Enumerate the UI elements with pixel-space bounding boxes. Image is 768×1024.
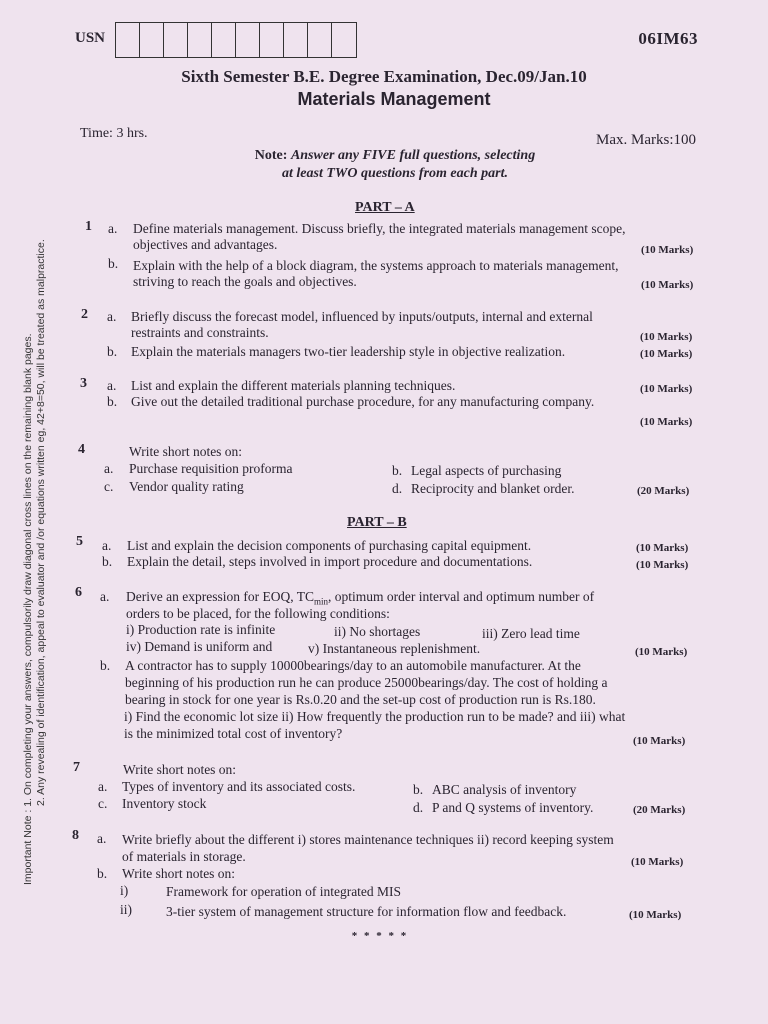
marks-label: (10 Marks) bbox=[640, 348, 693, 360]
usn-digit-box[interactable] bbox=[260, 23, 284, 57]
sub-label: b. bbox=[97, 866, 108, 881]
eoq-text-pre: Derive an expression for EOQ, TC bbox=[126, 589, 314, 604]
marks-label: (10 Marks) bbox=[640, 331, 693, 343]
question-number: 7 bbox=[73, 760, 80, 775]
sub-label: a. bbox=[100, 589, 110, 604]
question-text: of materials in storage. bbox=[122, 849, 246, 864]
question-text: is the minimized total cost of inventory? bbox=[124, 726, 343, 741]
sub-label: d. bbox=[392, 481, 403, 496]
sub-label: ii) bbox=[120, 902, 132, 917]
question-text: A contractor has to supply 10000bearings/day to an automobile manufacturer. At the bbox=[125, 658, 581, 673]
question-text: Give out the detailed traditional purchase procedure, for any manufacturing company. bbox=[131, 394, 595, 409]
note-label: Note: bbox=[254, 148, 288, 163]
question-number: 5 bbox=[76, 534, 83, 549]
question-number: 4 bbox=[78, 442, 85, 457]
usn-label: USN bbox=[75, 30, 106, 46]
question-text: bearing in stock for one year is Rs.0.20 and the set-up cost of production run is Rs.180. bbox=[125, 692, 596, 707]
usn-digit-box[interactable] bbox=[212, 23, 236, 57]
question-text: i) Find the economic lot size ii) How frequently the production run to be made? and iii) what bbox=[124, 709, 626, 724]
max-marks: Max. Marks:100 bbox=[596, 132, 696, 148]
sub-label: c. bbox=[104, 479, 114, 494]
usn-digit-box[interactable] bbox=[332, 23, 356, 57]
question-text: Write short notes on: bbox=[123, 762, 237, 777]
sub-label: c. bbox=[98, 796, 108, 811]
paper-code: 06IM63 bbox=[638, 29, 698, 48]
sub-label: a. bbox=[102, 538, 112, 553]
question-text bbox=[126, 589, 594, 607]
marks-label: (10 Marks) bbox=[633, 735, 686, 747]
sub-label: a. bbox=[108, 221, 118, 236]
question-text: List and explain the different materials planning techniques. bbox=[131, 378, 456, 393]
tc-subscript: min bbox=[313, 596, 328, 607]
sub-label: b. bbox=[392, 463, 403, 478]
question-text: P and Q systems of inventory. bbox=[432, 800, 594, 815]
usn-digit-box[interactable] bbox=[164, 23, 188, 57]
part-a-heading: PART – A bbox=[355, 200, 415, 215]
sub-label: b. bbox=[100, 658, 111, 673]
question-number: 8 bbox=[72, 828, 79, 843]
sub-label: i) bbox=[120, 883, 129, 898]
sub-label: b. bbox=[107, 394, 118, 409]
usn-digit-box[interactable] bbox=[284, 23, 308, 57]
question-text: beginning of his production run he can produce 25000bearings/day. The cost of holding a bbox=[125, 675, 608, 690]
part-b-heading: PART – B bbox=[347, 515, 407, 530]
question-text: Write short notes on: bbox=[129, 444, 243, 459]
note-line-1: Answer any FIVE full questions, selecting bbox=[290, 148, 536, 163]
sub-label: a. bbox=[98, 779, 108, 794]
question-text: Write short notes on: bbox=[122, 866, 236, 881]
sub-label: d. bbox=[413, 800, 424, 815]
condition: ii) No shortages bbox=[334, 624, 421, 639]
time-allowed: Time: 3 hrs. bbox=[80, 126, 148, 141]
eoq-text-post: , optimum order interval and optimum number of bbox=[327, 589, 595, 604]
sub-label: a. bbox=[107, 378, 117, 393]
question-text: restraints and constraints. bbox=[131, 325, 269, 340]
question-number: 6 bbox=[75, 585, 82, 600]
usn-boxes[interactable] bbox=[115, 22, 357, 58]
question-text: List and explain the decision components of purchasing capital equipment. bbox=[127, 538, 532, 553]
marks-label: (10 Marks) bbox=[629, 909, 682, 921]
marks-label: (20 Marks) bbox=[633, 804, 686, 816]
exam-title: Sixth Semester B.E. Degree Examination, Dec.09/Jan.10 bbox=[181, 67, 587, 86]
question-text: ABC analysis of inventory bbox=[432, 782, 577, 797]
question-text: Explain the materials managers two-tier leadership style in objective realization. bbox=[131, 344, 566, 359]
usn-digit-box[interactable] bbox=[236, 23, 260, 57]
question-text: orders to be placed, for the following conditions: bbox=[126, 606, 390, 621]
condition: iv) Demand is uniform and bbox=[126, 639, 273, 654]
question-number: 2 bbox=[81, 307, 88, 322]
question-text: Write briefly about the different i) stores maintenance techniques ii) record keeping system bbox=[122, 832, 614, 847]
condition: v) Instantaneous replenishment. bbox=[308, 641, 481, 656]
marks-label: (10 Marks) bbox=[635, 646, 688, 658]
question-text: Legal aspects of purchasing bbox=[411, 463, 562, 478]
sub-label: b. bbox=[107, 344, 118, 359]
question-text: striving to reach the goals and objectives. bbox=[133, 274, 357, 289]
sub-label: b. bbox=[102, 554, 113, 569]
marks-label: (10 Marks) bbox=[631, 856, 684, 868]
marks-label: (10 Marks) bbox=[640, 416, 693, 428]
marks-label: (10 Marks) bbox=[636, 559, 689, 571]
question-text: 3-tier system of management structure for information flow and feedback. bbox=[166, 904, 567, 919]
question-text: Briefly discuss the forecast model, influenced by inputs/outputs, internal and external bbox=[131, 309, 593, 324]
question-text: Framework for operation of integrated MIS bbox=[166, 884, 402, 899]
note-line-2: at least TWO questions from each part. bbox=[282, 166, 508, 181]
question-text: Explain the detail, steps involved in import procedure and documentations. bbox=[127, 554, 533, 569]
usn-digit-box[interactable] bbox=[188, 23, 212, 57]
marks-label: (10 Marks) bbox=[640, 383, 693, 395]
marks-label: (10 Marks) bbox=[636, 542, 689, 554]
sub-label: a. bbox=[107, 309, 117, 324]
question-number: 1 bbox=[85, 219, 92, 234]
sub-label: a. bbox=[104, 461, 114, 476]
usn-digit-box[interactable] bbox=[116, 23, 140, 57]
usn-digit-box[interactable] bbox=[308, 23, 332, 57]
question-text: Purchase requisition proforma bbox=[129, 461, 293, 476]
instructions-note bbox=[0, 147, 768, 183]
marks-label: (10 Marks) bbox=[641, 279, 694, 291]
end-of-paper-marker: * * * * * bbox=[351, 930, 409, 942]
question-text: Vendor quality rating bbox=[129, 479, 244, 494]
marks-label: (10 Marks) bbox=[641, 244, 694, 256]
question-text: Reciprocity and blanket order. bbox=[411, 481, 575, 496]
marks-label: (20 Marks) bbox=[637, 485, 690, 497]
sub-label: b. bbox=[413, 782, 424, 797]
important-note-line-2: 2. Any revealing of identification, appeal to evaluator and /or equations written eg, 42+8=50, will be treated as malpractice. bbox=[35, 239, 47, 806]
question-text: Types of inventory and its associated costs. bbox=[122, 779, 356, 794]
question-text: Define materials management. Discuss briefly, the integrated materials management scope, bbox=[133, 221, 626, 236]
question-text: Explain with the help of a block diagram, the systems approach to materials management, bbox=[133, 258, 619, 273]
question-number: 3 bbox=[80, 376, 87, 391]
condition: i) Production rate is infinite bbox=[126, 622, 276, 637]
important-note-line-1: Important Note : 1. On completing your answers, compulsorily draw diagonal cross lines on the remaining blank pages. bbox=[22, 333, 34, 885]
condition: iii) Zero lead time bbox=[482, 626, 580, 641]
sub-label: b. bbox=[108, 256, 119, 271]
important-note bbox=[22, 239, 48, 885]
subject-title: Materials Management bbox=[297, 89, 491, 109]
question-text: objectives and advantages. bbox=[133, 237, 278, 252]
question-text: Inventory stock bbox=[122, 796, 207, 811]
usn-digit-box[interactable] bbox=[140, 23, 164, 57]
sub-label: a. bbox=[97, 831, 107, 846]
